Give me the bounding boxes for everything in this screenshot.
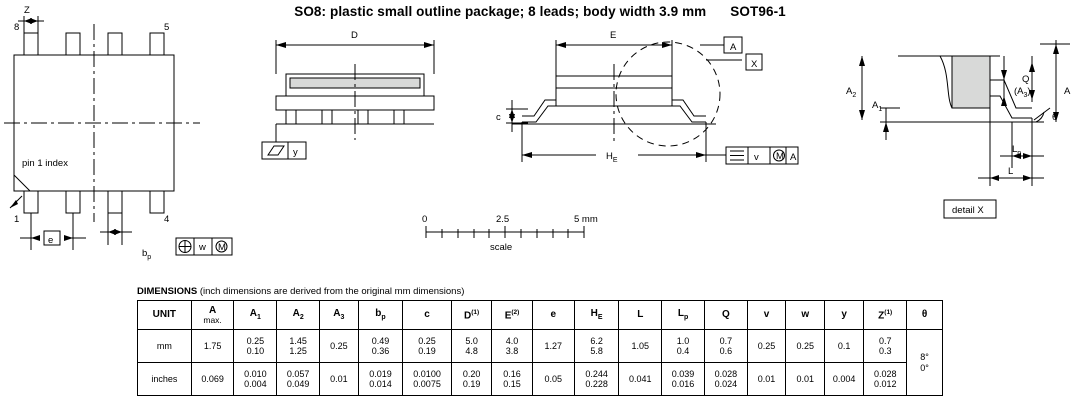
th-a: A max. <box>191 301 234 330</box>
dimensions-table-block <box>137 286 943 396</box>
scale-0-label: 0 <box>422 214 428 225</box>
th-z: $Z^{(1)}$ <box>864 301 907 330</box>
table-row <box>138 363 943 396</box>
cell-in-y: 0.004 <box>825 363 864 396</box>
cell-mm-y: 0.1 <box>825 330 864 363</box>
datum-a-ref-label: A <box>790 152 797 163</box>
page-title-text: SO8: plastic small outline package; 8 leads; body width 3.9 mm <box>294 4 707 19</box>
m-modifier-end: M <box>776 151 784 162</box>
endview-lead-left <box>522 100 556 116</box>
dimensions-table <box>137 300 943 396</box>
datum-a-label: A <box>730 42 737 53</box>
package-code: SOT96-1 <box>730 4 786 19</box>
th-theta: θ <box>907 301 943 330</box>
cell-theta: 8° 0° <box>907 330 943 396</box>
cell-in-v: 0.01 <box>747 363 786 396</box>
th-q: Q <box>704 301 747 330</box>
table-row <box>138 330 943 363</box>
cell-in-bp: 0.019 0.014 <box>358 363 403 396</box>
cell-in-d: 0.20 0.19 <box>451 363 491 396</box>
cell-mm-v: 0.25 <box>747 330 786 363</box>
th-y: y <box>825 301 864 330</box>
scale-bar <box>426 226 584 238</box>
m-modifier-top: M <box>218 242 226 253</box>
cell-mm-z: 0.7 0.3 <box>864 330 907 363</box>
cell-mm-e-pitch: 1.27 <box>532 330 574 363</box>
dimensions-caption <box>137 286 943 297</box>
he-label: $H_E$ <box>606 151 618 164</box>
table-header-row <box>138 301 943 330</box>
detail-lead-inner <box>990 96 1032 118</box>
th-w: w <box>786 301 825 330</box>
cell-mm-a2: 1.45 1.25 <box>277 330 320 363</box>
y-tol-label: y <box>293 147 298 158</box>
c-label: c <box>496 112 501 123</box>
cell-mm-c: 0.25 0.19 <box>403 330 452 363</box>
dimensions-caption-rest: (inch dimensions are derived from the original mm dimensions) <box>199 286 465 297</box>
d-label: D <box>351 30 358 41</box>
pin-1-label: 1 <box>14 214 20 225</box>
pin-8-label: 8 <box>14 22 20 33</box>
endview-gd-frame <box>706 147 798 164</box>
th-he: $H_E$ <box>574 301 619 330</box>
scale-caption: scale <box>490 242 513 253</box>
pin1-index-label: pin 1 index <box>22 158 68 169</box>
cell-in-a3: 0.01 <box>320 363 359 396</box>
cell-mm-l: 1.05 <box>619 330 662 363</box>
detail-circle <box>616 42 720 146</box>
cell-in-a: 0.069 <box>191 363 234 396</box>
th-bp: $b_p$ <box>358 301 403 330</box>
e-pitch-label: e <box>48 235 54 246</box>
bp-label: $b_p$ <box>142 248 152 261</box>
th-e-body: $E^{(2)}$ <box>492 301 532 330</box>
cell-in-c: 0.0100 0.0075 <box>403 363 452 396</box>
cell-mm-a3: 0.25 <box>320 330 359 363</box>
th-l: L <box>619 301 662 330</box>
th-a2: $A_2$ <box>277 301 320 330</box>
cell-mm-w: 0.25 <box>786 330 825 363</box>
a-overall-label: A <box>1064 86 1071 97</box>
cell-mm-bp: 0.49 0.36 <box>358 330 403 363</box>
detail-x-caption: detail X <box>952 205 984 216</box>
w-tol-label: w <box>199 242 206 253</box>
cell-mm-d: 5.0 4.8 <box>451 330 491 363</box>
a2-label: $A_2$ <box>846 86 857 99</box>
cell-in-lp: 0.039 0.016 <box>662 363 705 396</box>
sideview-y-frame <box>262 124 306 159</box>
cell-unit-mm: mm <box>138 330 192 363</box>
cell-in-he: 0.244 0.228 <box>574 363 619 396</box>
e-width-label: E <box>610 30 617 41</box>
cell-in-a2: 0.057 0.049 <box>277 363 320 396</box>
l-label: L <box>1008 166 1014 177</box>
z-label: Z <box>24 5 30 16</box>
detail-x-ref-label: X <box>751 59 758 70</box>
detail-inner-curve <box>940 56 952 108</box>
cell-in-e-body: 0.16 0.15 <box>492 363 532 396</box>
th-v: v <box>747 301 786 330</box>
th-a3: $A_3$ <box>320 301 359 330</box>
a3-label: $(A_3)$ <box>1014 86 1031 99</box>
cell-mm-he: 6.2 5.8 <box>574 330 619 363</box>
cell-in-z: 0.028 0.012 <box>864 363 907 396</box>
scale-end-label: 5 mm <box>574 214 598 225</box>
theta-label: θ <box>1052 112 1058 123</box>
theta-leg <box>1034 108 1050 120</box>
q-label: Q <box>1022 74 1030 85</box>
th-c: c <box>403 301 452 330</box>
pin1-chamfer <box>14 175 30 191</box>
cell-mm-lp: 1.0 0.4 <box>662 330 705 363</box>
a1-label: $A_1$ <box>872 100 883 113</box>
cell-mm-q: 0.7 0.6 <box>704 330 747 363</box>
cell-mm-a1: 0.25 0.10 <box>234 330 277 363</box>
v-tol-label: v <box>754 152 759 163</box>
cell-in-q: 0.028 0.024 <box>704 363 747 396</box>
endview-lead-right <box>672 100 706 116</box>
th-lp: $L_p$ <box>662 301 705 330</box>
cell-in-w: 0.01 <box>786 363 825 396</box>
cell-unit-inches: inches <box>138 363 192 396</box>
th-d: $D^{(1)}$ <box>451 301 491 330</box>
scale-mid-label: 2.5 <box>496 214 510 225</box>
cell-mm-e-body: 4.0 3.8 <box>492 330 532 363</box>
pin-4-label: 4 <box>164 214 170 225</box>
dimensions-caption-bold: DIMENSIONS <box>137 286 198 297</box>
cell-in-l: 0.041 <box>619 363 662 396</box>
pin-5-label: 5 <box>164 22 170 33</box>
lp-label: $L_p$ <box>1012 144 1022 157</box>
cell-in-a1: 0.010 0.004 <box>234 363 277 396</box>
th-a1: $A_1$ <box>234 301 277 330</box>
cell-mm-a: 1.75 <box>191 330 234 363</box>
th-unit: UNIT <box>138 301 192 330</box>
cell-in-e-pitch: 0.05 <box>532 363 574 396</box>
th-e-pitch: e <box>532 301 574 330</box>
